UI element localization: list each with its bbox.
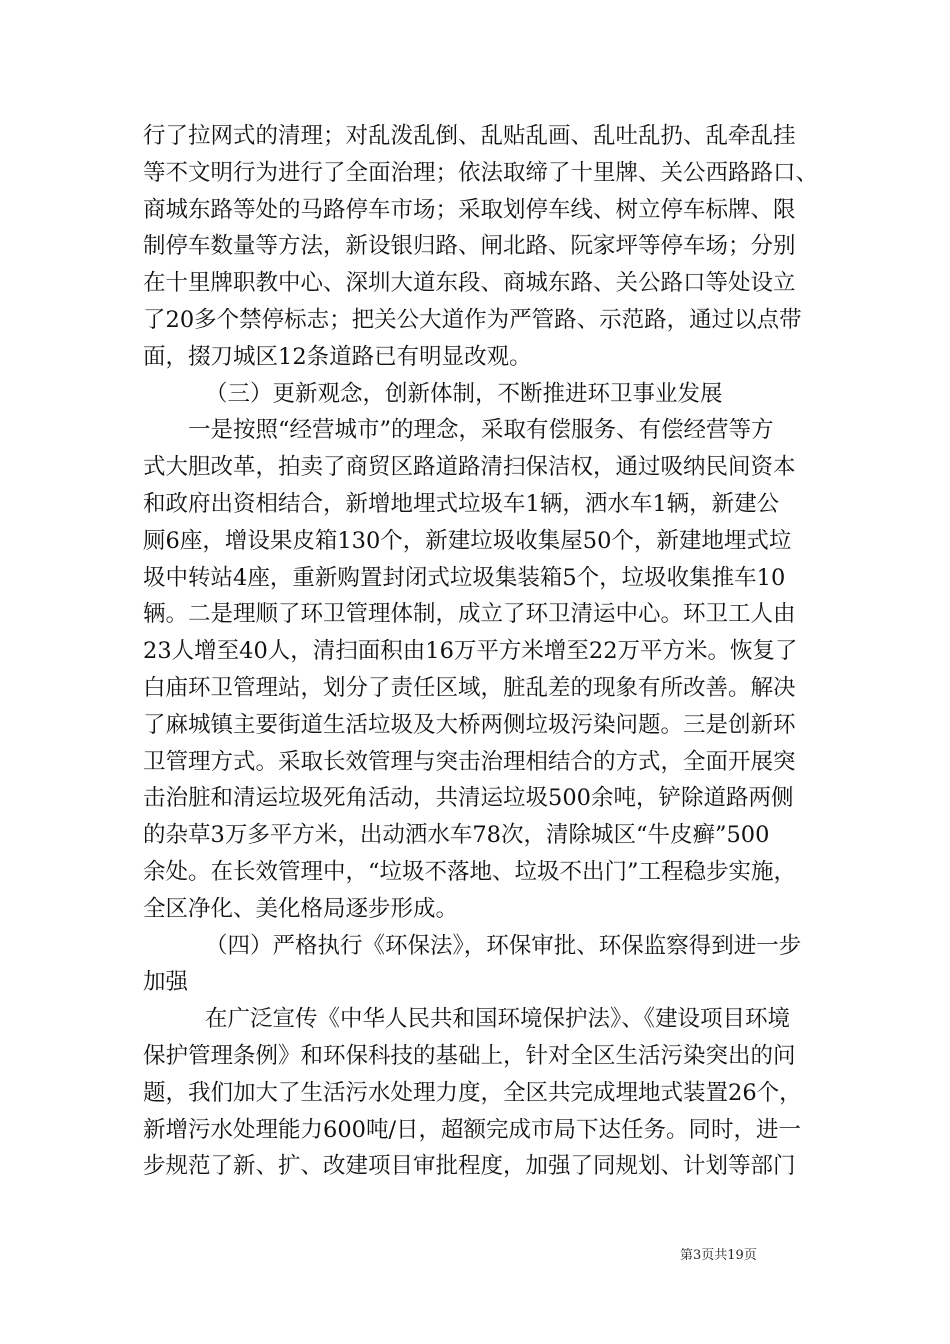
text-line: 面，掇刀城区12条道路已有明显改观。	[143, 343, 532, 370]
text-line: 击治脏和清运垃圾死角活动，共清运垃圾500余吨，铲除道路两侧	[143, 785, 794, 812]
text-line: 卫管理方式。采取长效管理与突击治理相结合的方式，全面开展突	[143, 748, 796, 775]
text-line: 了20多个禁停标志；把关公大道作为严管路、示范路，通过以点带	[143, 306, 802, 333]
text-line: 白庙环卫管理站，划分了责任区域，脏乱差的现象有所改善。解决	[143, 674, 796, 701]
text-line: 的杂草3万多平方米，出动洒水车78次，清除城区“牛皮癣”500	[143, 822, 770, 849]
text-line: 步规范了新、扩、改建项目审批程度，加强了同规划、计划等部门	[143, 1153, 796, 1180]
text-line: 制停车数量等方法，新设银归路、闸北路、阮家坪等停车场；分别	[143, 233, 796, 260]
text-line: 圾中转站4座，重新购置封闭式垃圾集装箱5个，垃圾收集推车10	[143, 564, 786, 591]
text-line: 厕6座，增设果皮箱130个，新建垃圾收集屋50个，新建地埋式垃	[143, 527, 792, 554]
text-line: 式大胆改革，拍卖了商贸区路道路清扫保洁权，通过吸纳民间资本	[143, 454, 796, 481]
text-line: 行了拉网式的清理；对乱泼乱倒、乱贴乱画、乱吐乱扔、乱牵乱挂	[143, 123, 796, 149]
section-heading-4: （四）严格执行《环保法》，环保审批、环保监察得到进一步	[205, 932, 802, 959]
section-heading-4-continued: 加强	[143, 969, 189, 996]
text-line: 和政府出资相结合，新增地埋式垃圾车1辆，洒水车1辆，新建公	[143, 490, 780, 517]
document-body	[143, 118, 819, 1185]
paragraph-start: 一是按照“经营城市”的理念，采取有偿服务、有偿经营等方	[188, 417, 774, 444]
text-line: 题，我们加大了生活污水处理力度，全区共完成埋地式装置26个，	[143, 1079, 802, 1106]
text-line: 全区净化、美化格局逐步形成。	[143, 895, 459, 922]
text-line: 辆。二是理顺了环卫管理体制，成立了环卫清运中心。环卫工人由	[143, 601, 796, 628]
text-line: 在十里牌职教中心、深圳大道东段、商城东路、关公路口等处设立	[143, 270, 796, 297]
text-line: 等不文明行为进行了全面治理；依法取缔了十里牌、关公西路路口、	[143, 159, 819, 186]
text-line: 保护管理条例》和环保科技的基础上，针对全区生活污染突出的问	[143, 1042, 796, 1069]
section-heading-3: （三）更新观念，创新体制，不断推进环卫事业发展	[205, 380, 723, 407]
page-number: 第3页共19页	[680, 1248, 757, 1263]
text-line: 了麻城镇主要街道生活垃圾及大桥两侧垃圾污染问题。三是创新环	[143, 711, 796, 738]
text-line: 23人增至40人，清扫面积由16万平方米增至22万平方米。恢复了	[143, 638, 798, 665]
text-line: 新增污水处理能力600吨/日，超额完成市局下达任务。同时，进一	[143, 1116, 802, 1143]
paragraph-start: 在广泛宣传《中华人民共和国环境保护法》、《建设项目环境	[205, 1006, 791, 1033]
text-line: 商城东路等处的马路停车市场；采取划停车线、树立停车标牌、限	[143, 196, 796, 223]
text-line: 余处。在长效管理中，“垃圾不落地、垃圾不出门”工程稳步实施，	[143, 858, 797, 885]
